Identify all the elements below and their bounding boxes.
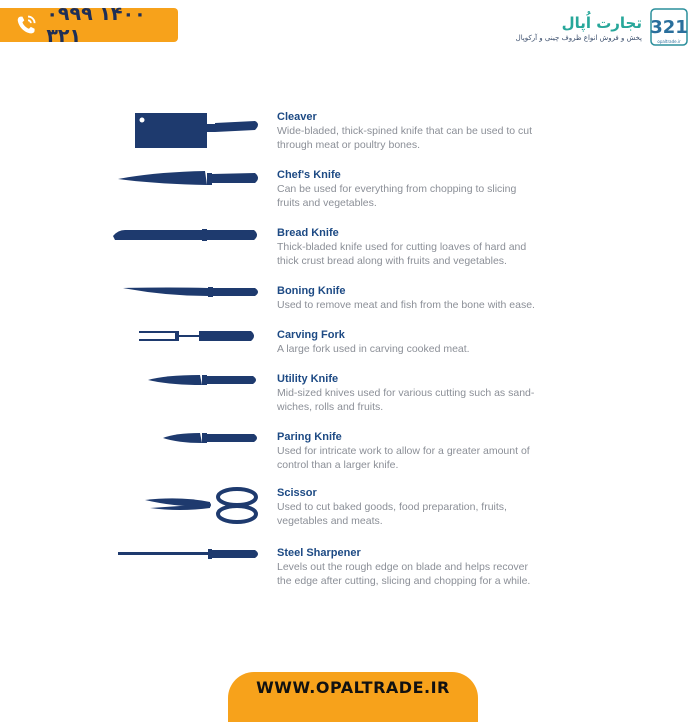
item-desc-line: through meat or poultry bones. (277, 139, 421, 151)
item-title: Scissor (277, 487, 317, 499)
website-link[interactable]: WWW.OPALTRADE.IR (256, 678, 450, 697)
item-desc-line: vegetables and meats. (277, 515, 383, 527)
item-title: Cleaver (277, 111, 317, 123)
item-title: Bread Knife (277, 227, 339, 239)
steel-sharpener-icon (115, 546, 265, 562)
chefs-knife-icon (115, 168, 265, 190)
phone-number: ۰۹۹۹ ۱۴۰۰ ۳۲۱ (46, 3, 146, 47)
item-desc-line: Used to remove meat and fish from the bone with ease. (277, 299, 535, 311)
bread-knife-icon (110, 226, 265, 244)
item-title: Boning Knife (277, 285, 346, 297)
item-desc-line: the edge after cutting, slicing and chopping for a while. (277, 575, 531, 587)
cleaver-icon (130, 110, 265, 150)
item-title: Utility Knife (277, 373, 339, 385)
logo-mark-subtext: opaltrade.ir (657, 39, 681, 44)
utility-knife-icon (145, 372, 265, 388)
carving-fork-icon (135, 328, 265, 344)
paring-knife-icon (160, 430, 265, 446)
item-title: Chef's Knife (277, 169, 341, 181)
boning-knife-icon (120, 284, 265, 300)
item-desc-line: thick crust bread along with fruits and vegetables. (277, 255, 507, 267)
item-desc-line: wiches, rolls and fruits. (277, 401, 384, 413)
item-desc-line: Wide-bladed, thick-spined knife that can be used to cut (277, 125, 533, 137)
logo-title: تجارت اُپال (561, 14, 642, 32)
item-desc-line: Used to cut baked goods, food preparation, fruits, (277, 501, 507, 513)
item-desc-line: fruits and vegetables. (277, 197, 377, 209)
footer-banner[interactable] (228, 672, 478, 722)
item-desc-line: A large fork used in carving cooked meat. (277, 343, 470, 355)
logo-mark-text: 321 (650, 17, 688, 38)
logo-subtitle: پخش و فروش انواع ظروف چینی و آرکوپال (515, 34, 642, 42)
item-desc-line: Levels out the rough edge on blade and helps recover (277, 561, 529, 573)
item-desc-line: Used for intricate work to allow for a greater amount of (277, 445, 530, 457)
item-title: Steel Sharpener (277, 547, 361, 559)
item-desc-line: Thick-bladed knife used for cutting loaves of hard and (277, 241, 527, 253)
item-title: Paring Knife (277, 431, 342, 443)
item-desc-line: Mid-sized knives used for various cutting such as sand- (277, 387, 535, 399)
item-title: Carving Fork (277, 329, 345, 341)
item-desc-line: Can be used for everything from chopping to slicing (277, 183, 517, 195)
scissor-icon (140, 486, 265, 526)
item-desc-line: control than a larger knife. (277, 459, 399, 471)
